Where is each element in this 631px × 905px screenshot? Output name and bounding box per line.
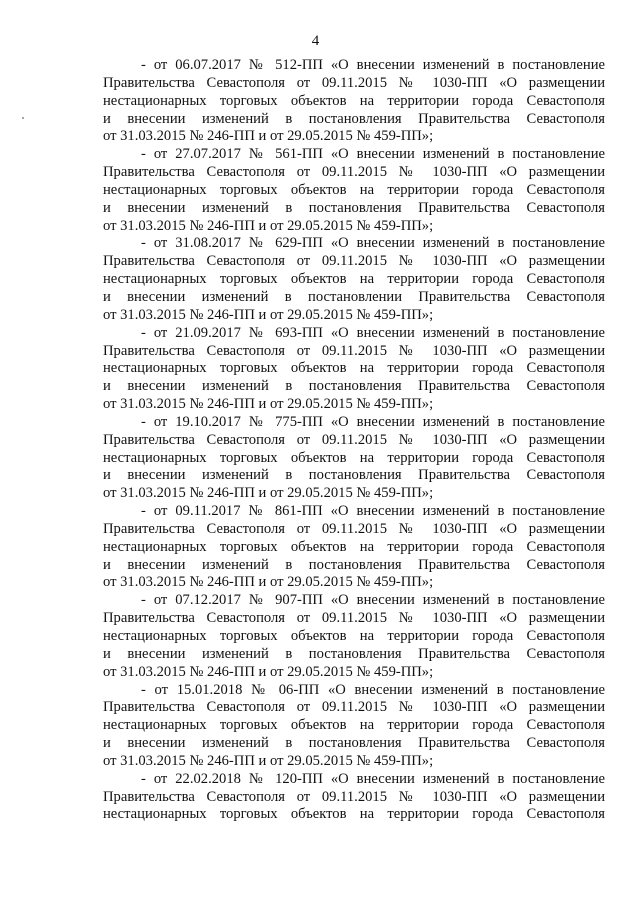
text-line: от 31.03.2015 № 246-ПП и от 29.05.2015 № 459-ПП»; (103, 752, 434, 769)
text-line: нестационарных торговых объектов на территории города Севастополя (103, 538, 605, 555)
text-line: от 31.03.2015 № 246-ПП и от 29.05.2015 № 459-ПП»; (103, 485, 434, 502)
page-number: 4 (311, 33, 320, 49)
text-line: и внесении изменений в постановления Правительства Севастополя (103, 467, 605, 484)
list-item (103, 771, 605, 825)
text-line: Правительства Севастополя от 09.11.2015 № 1030-ПП «О размещении (103, 520, 605, 537)
list-item (103, 414, 605, 503)
text-line: и внесении изменений в постановления Правительства Севастополя (103, 556, 605, 573)
text-line: - от 15.01.2018 № 06-ПП «О внесении изменений в постановление (141, 681, 605, 698)
text-line: - от 07.12.2017 № 907-ПП «О внесении изменений в постановление (141, 592, 605, 609)
text-line: Правительства Севастополя от 09.11.2015 № 1030-ПП «О размещении (103, 253, 605, 270)
text-line: Правительства Севастополя от 09.11.2015 № 1030-ПП «О размещении (103, 610, 605, 627)
text-line: и внесении изменений в постановления Правительства Севастополя (103, 199, 605, 216)
list-item (103, 146, 605, 235)
text-line: и внесении изменений в постановления Правительства Севастополя (103, 378, 605, 395)
text-line: и внесении изменений в постановления Правительства Севастополя (103, 645, 605, 662)
list-item (103, 503, 605, 592)
list-item (103, 325, 605, 414)
text-line: и внесении изменений в постановления Правительства Севастополя (103, 110, 605, 127)
text-line: от 31.03.2015 № 246-ПП и от 29.05.2015 № 459-ПП»; (103, 663, 434, 680)
text-line: - от 27.07.2017 № 561-ПП «О внесении изменений в постановление (141, 146, 605, 163)
text-line: нестационарных торговых объектов на территории города Севастополя (103, 717, 605, 734)
text-line: от 31.03.2015 № 246-ПП и от 29.05.2015 № 459-ПП»; (103, 128, 434, 145)
text-line: - от 09.11.2017 № 861-ПП «О внесении изменений в постановление (141, 503, 605, 520)
document-body (103, 57, 605, 824)
text-line: Правительства Севастополя от 09.11.2015 № 1030-ПП «О размещении (103, 74, 605, 91)
text-line: нестационарных торговых объектов на территории города Севастополя (103, 181, 605, 198)
text-line: нестационарных торговых объектов на территории города Севастополя (103, 806, 605, 823)
text-line: нестационарных торговых объектов на территории города Севастополя (103, 449, 605, 466)
text-line: Правительства Севастополя от 09.11.2015 № 1030-ПП «О размещении (103, 431, 605, 448)
text-line: нестационарных торговых объектов на территории города Севастополя (103, 271, 605, 288)
text-line: от 31.03.2015 № 246-ПП и от 29.05.2015 № 459-ПП»; (103, 306, 434, 323)
list-item (103, 682, 605, 771)
text-line: Правительства Севастополя от 09.11.2015 № 1030-ПП «О размещении (103, 342, 605, 359)
text-line: от 31.03.2015 № 246-ПП и от 29.05.2015 № 459-ПП»; (103, 574, 434, 591)
text-line: нестационарных торговых объектов на территории города Севастополя (103, 360, 605, 377)
text-line: - от 19.10.2017 № 775-ПП «О внесении изменений в постановление (141, 413, 605, 430)
text-line: нестационарных торговых объектов на территории города Севастополя (103, 92, 605, 109)
text-line: - от 06.07.2017 № 512-ПП «О внесении изменений в постановление (141, 57, 605, 73)
text-line: - от 21.09.2017 № 693-ПП «О внесении изменений в постановление (141, 324, 605, 341)
text-line: и внесении изменений в постановления Правительства Севастополя (103, 735, 605, 752)
text-line: - от 31.08.2017 № 629-ПП «О внесении изменений в постановление (141, 235, 605, 252)
text-line: Правительства Севастополя от 09.11.2015 № 1030-ПП «О размещении (103, 164, 605, 181)
text-line: и внесении изменений в постановлении Правительства Севастополя (103, 288, 605, 305)
text-line: Правительства Севастополя от 09.11.2015 № 1030-ПП «О размещении (103, 788, 605, 805)
text-line: Правительства Севастополя от 09.11.2015 № 1030-ПП «О размещении (103, 699, 605, 716)
text-line: от 31.03.2015 № 246-ПП и от 29.05.2015 № 459-ПП»; (103, 217, 434, 234)
text-line: - от 22.02.2018 № 120-ПП «О внесении изменений в постановление (141, 770, 605, 787)
scan-artifact (22, 117, 24, 119)
list-item (103, 235, 605, 324)
list-item (103, 592, 605, 681)
text-line: от 31.03.2015 № 246-ПП и от 29.05.2015 № 459-ПП»; (103, 396, 434, 413)
text-line: нестационарных торговых объектов на территории города Севастополя (103, 628, 605, 644)
list-item (103, 57, 605, 146)
